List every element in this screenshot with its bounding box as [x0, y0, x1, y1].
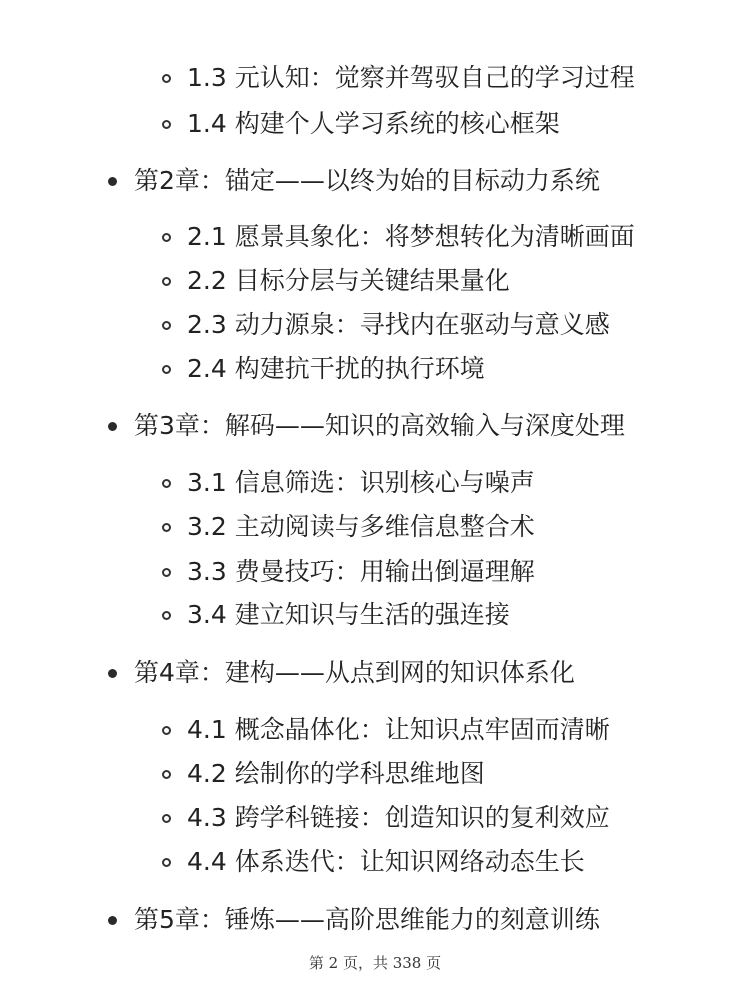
hollow-bullet-icon — [162, 770, 171, 779]
toc-section-2-3[interactable] — [0, 309, 750, 341]
hollow-bullet-icon — [162, 365, 171, 374]
toc-section-3-1[interactable] — [0, 467, 750, 499]
section-number: 3.2 — [187, 512, 227, 541]
section-title: 愿景具象化：将梦想转化为清晰画面 — [234, 222, 635, 251]
chapter-title: 第4章：建构——从点到网的知识体系化 — [134, 658, 575, 687]
section-title: 跨学科链接：创造知识的复利效应 — [234, 803, 610, 832]
section-number: 3.1 — [187, 468, 227, 497]
toc-chapter-5[interactable] — [0, 904, 750, 936]
section-number: 1.4 — [187, 109, 227, 138]
section-title: 费曼技巧：用输出倒逼理解 — [234, 557, 535, 586]
hollow-bullet-icon — [162, 277, 171, 286]
toc-section-4-2[interactable] — [0, 758, 750, 790]
toc-section-2-1[interactable] — [0, 221, 750, 253]
section-number: 3.4 — [187, 600, 227, 629]
section-title: 动力源泉：寻找内在驱动与意义感 — [234, 310, 610, 339]
toc-section-3-4[interactable] — [0, 599, 750, 631]
hollow-bullet-icon — [162, 523, 171, 532]
solid-bullet-icon — [108, 177, 117, 186]
section-title: 元认知：觉察并驾驭自己的学习过程 — [234, 63, 635, 92]
toc-chapter-4[interactable] — [0, 657, 750, 689]
toc-chapter-2[interactable] — [0, 165, 750, 197]
section-number: 1.3 — [187, 63, 227, 92]
section-number: 2.1 — [187, 222, 227, 251]
toc-section-1-4[interactable] — [0, 108, 750, 140]
hollow-bullet-icon — [162, 233, 171, 242]
hollow-bullet-icon — [162, 611, 171, 620]
toc-section-3-3[interactable] — [0, 556, 750, 588]
section-number: 4.4 — [187, 847, 227, 876]
hollow-bullet-icon — [162, 814, 171, 823]
section-title: 目标分层与关键结果量化 — [234, 266, 510, 295]
section-number: 4.2 — [187, 759, 227, 788]
section-title: 主动阅读与多维信息整合术 — [234, 512, 535, 541]
toc-section-2-2[interactable] — [0, 265, 750, 297]
hollow-bullet-icon — [162, 74, 171, 83]
section-number: 4.3 — [187, 803, 227, 832]
hollow-bullet-icon — [162, 568, 171, 577]
section-number: 3.3 — [187, 557, 227, 586]
toc-section-2-4[interactable] — [0, 353, 750, 385]
toc-section-4-1[interactable] — [0, 714, 750, 746]
section-title: 概念晶体化：让知识点牢固而清晰 — [234, 715, 610, 744]
toc-section-4-4[interactable] — [0, 846, 750, 878]
chapter-title: 第2章：锚定——以终为始的目标动力系统 — [134, 166, 600, 195]
section-title: 构建抗干扰的执行环境 — [234, 354, 485, 383]
section-title: 绘制你的学科思维地图 — [234, 759, 485, 788]
section-number: 2.3 — [187, 310, 227, 339]
solid-bullet-icon — [108, 916, 117, 925]
section-title: 信息筛选：识别核心与噪声 — [234, 468, 535, 497]
section-title: 体系迭代：让知识网络动态生长 — [234, 847, 585, 876]
section-number: 4.1 — [187, 715, 227, 744]
toc-section-4-3[interactable] — [0, 802, 750, 834]
hollow-bullet-icon — [162, 479, 171, 488]
chapter-title: 第3章：解码——知识的高效输入与深度处理 — [134, 411, 625, 440]
section-number: 2.4 — [187, 354, 227, 383]
chapter-title: 第5章：锤炼——高阶思维能力的刻意训练 — [134, 905, 600, 934]
hollow-bullet-icon — [162, 858, 171, 867]
page-footer: 第 2 页，共 338 页 — [308, 954, 442, 972]
solid-bullet-icon — [108, 422, 117, 431]
section-title: 建立知识与生活的强连接 — [234, 600, 510, 629]
section-title: 构建个人学习系统的核心框架 — [234, 109, 560, 138]
hollow-bullet-icon — [162, 726, 171, 735]
toc-section-3-2[interactable] — [0, 511, 750, 543]
section-number: 2.2 — [187, 266, 227, 295]
hollow-bullet-icon — [162, 120, 171, 129]
hollow-bullet-icon — [162, 321, 171, 330]
solid-bullet-icon — [108, 669, 117, 678]
toc-chapter-3[interactable] — [0, 410, 750, 442]
toc-section-1-3[interactable] — [0, 62, 750, 94]
